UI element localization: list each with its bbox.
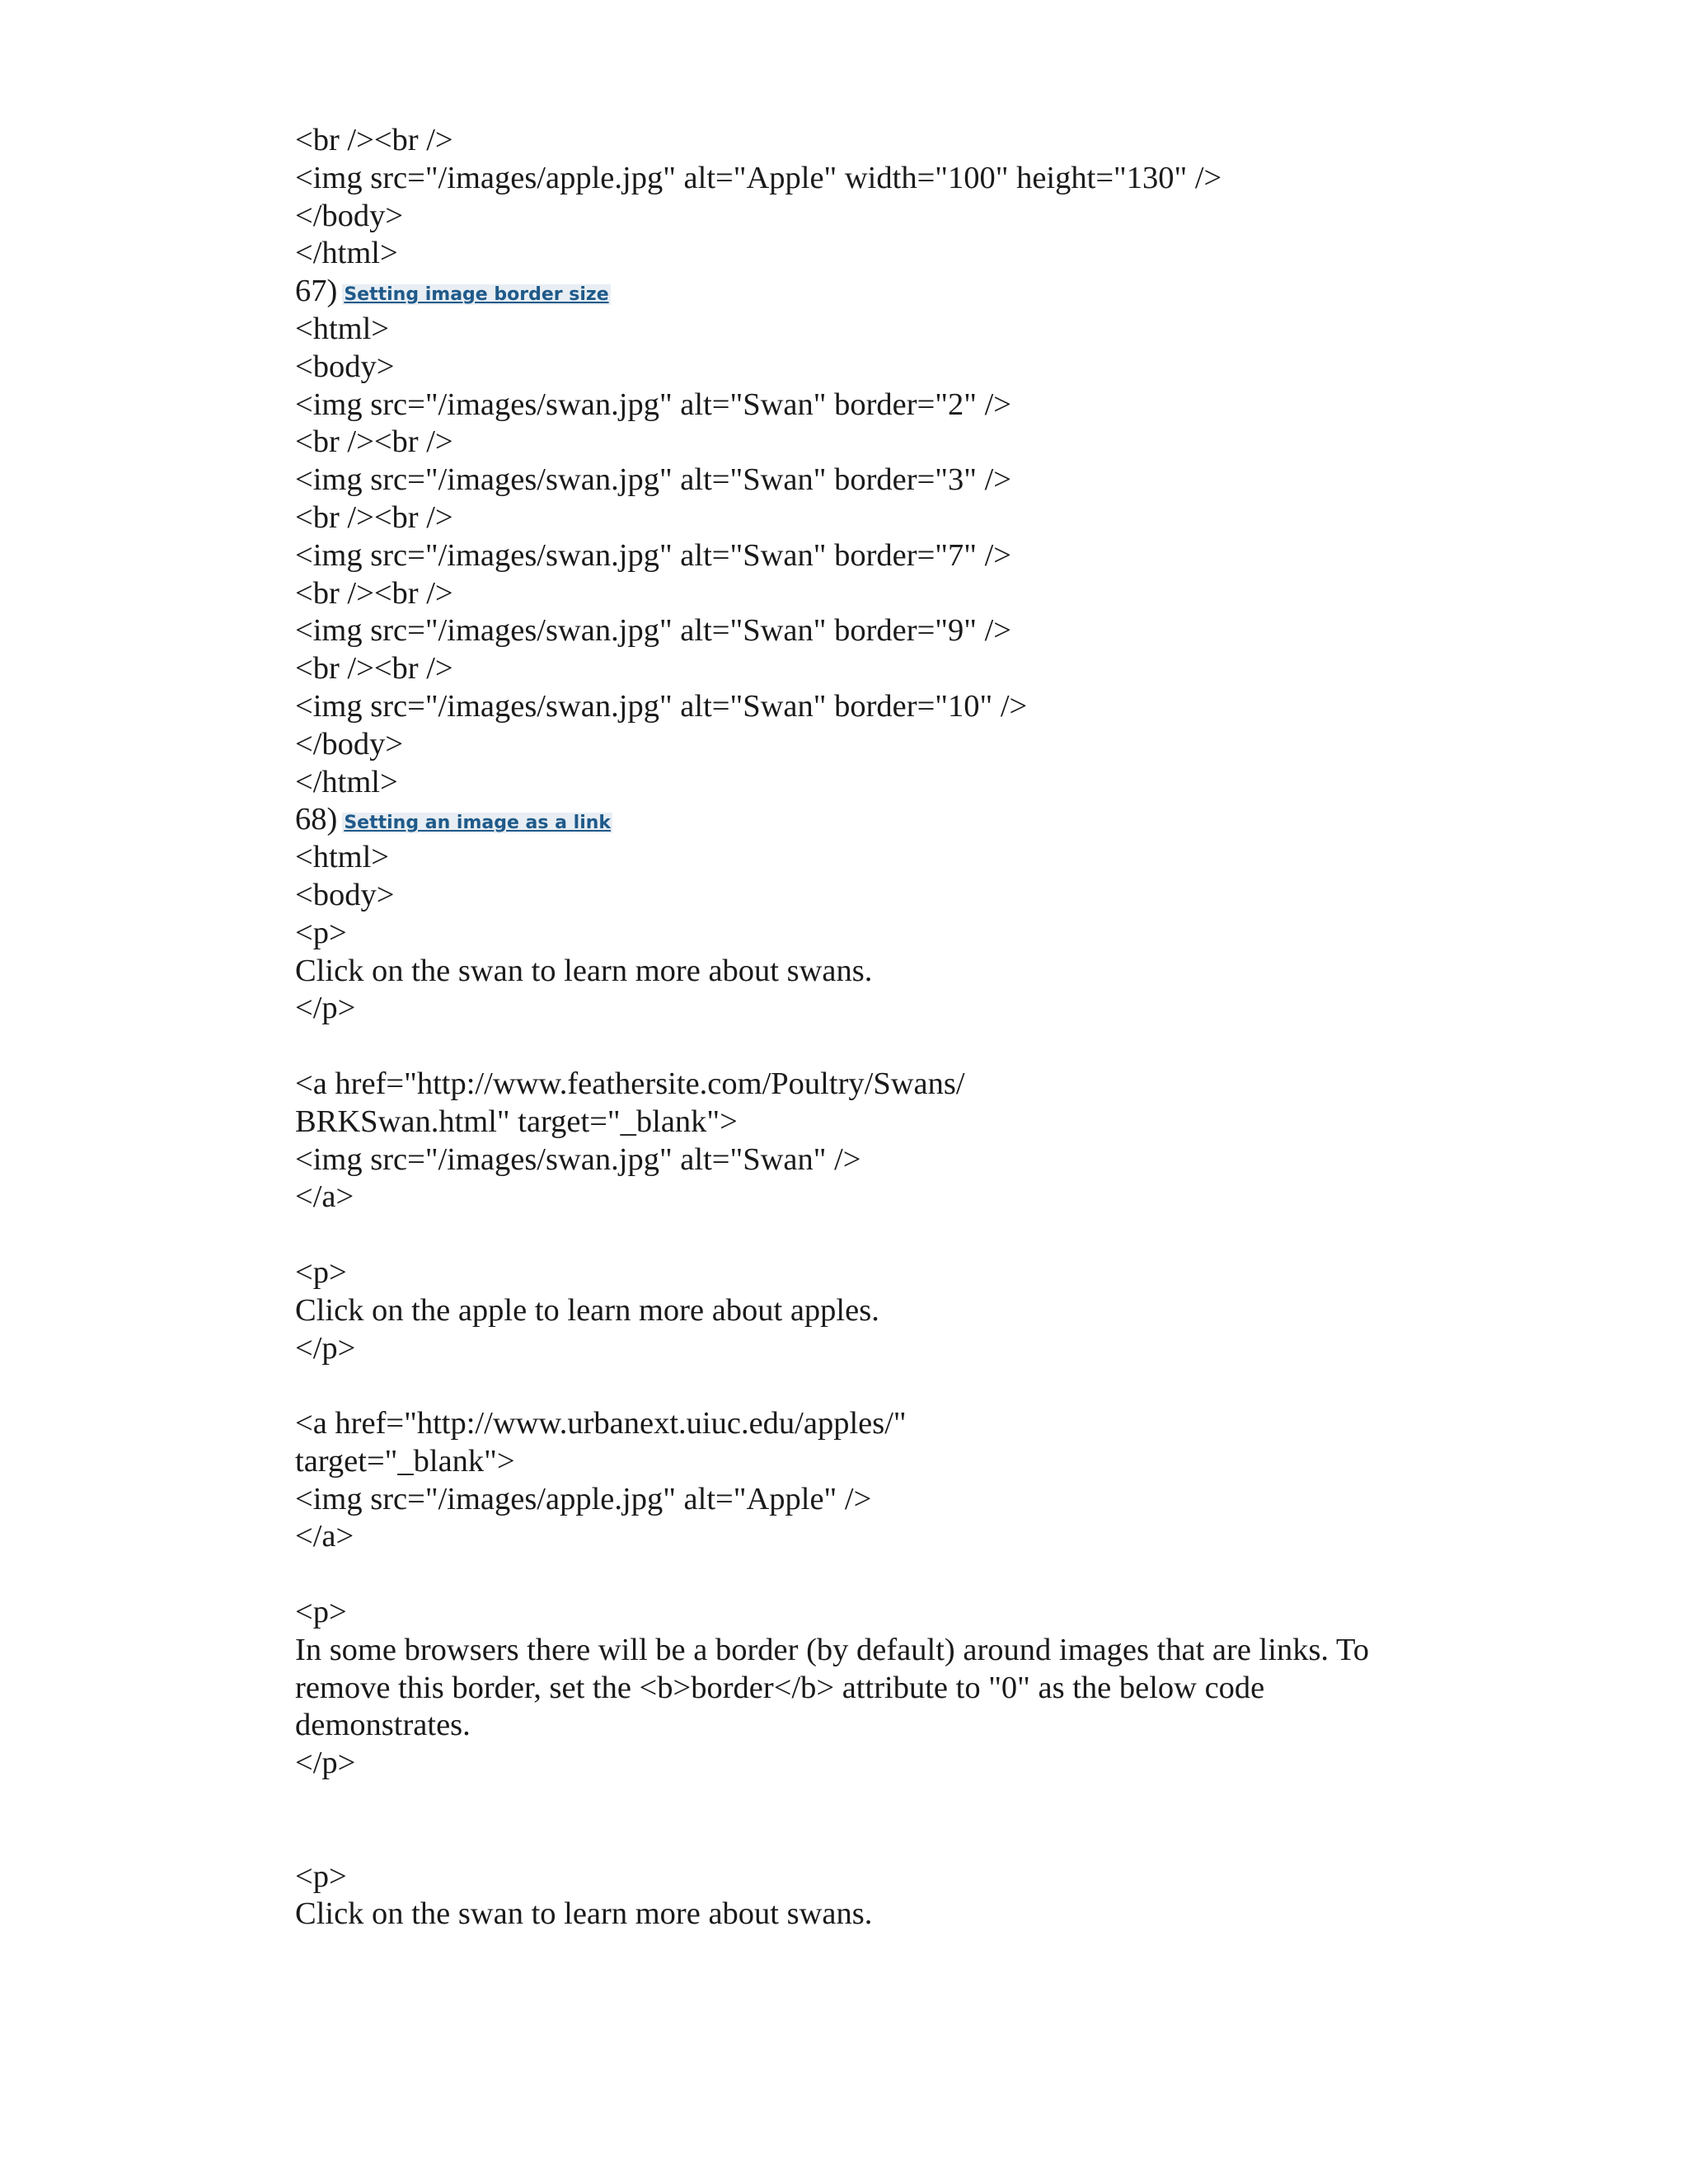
code-line: <br /><br /> <box>295 499 453 535</box>
code-line: Click on the swan to learn more about swans. <box>295 953 873 988</box>
code-line: <img src="/images/swan.jpg" alt="Swan" border="9" /> <box>295 613 1011 649</box>
section-number: 68) <box>295 802 338 837</box>
blank-line <box>295 1783 1482 1821</box>
document-body <box>295 122 1482 1933</box>
code-line: </html> <box>295 236 398 271</box>
code-line: </p> <box>295 1746 356 1781</box>
code-line: <p> <box>295 1595 347 1630</box>
code-line: BRKSwan.html" target="_blank"> <box>295 1104 738 1139</box>
blank-line <box>295 1028 1482 1066</box>
code-line: <html> <box>295 840 390 875</box>
code-line: <img src="/images/apple.jpg" alt="Apple" /> <box>295 1481 872 1516</box>
blank-line <box>295 1216 1482 1254</box>
code-line: target="_blank"> <box>295 1443 515 1479</box>
code-line: <a href="http://www.urbanext.uiuc.edu/apples/" <box>295 1406 907 1441</box>
code-line: <img src="/images/swan.jpg" alt="Swan" border="10" /> <box>295 688 1028 724</box>
blank-line <box>295 1367 1482 1405</box>
code-line: Click on the swan to learn more about swans. <box>295 1896 873 1932</box>
code-line: </a> <box>295 1179 354 1215</box>
code-line: Click on the apple to learn more about apples. <box>295 1292 879 1328</box>
code-line: <img src="/images/apple.jpg" alt="Apple" width="100" height="130" /> <box>295 160 1222 195</box>
code-line: <html> <box>295 311 390 346</box>
code-line: demonstrates. <box>295 1708 471 1743</box>
section-heading-68 <box>295 801 1482 839</box>
code-line: <a href="http://www.feathersite.com/Poultry/Swans/ <box>295 1066 965 1101</box>
code-line: <p> <box>295 915 347 950</box>
section-number: 67) <box>295 274 338 309</box>
section-link-image-as-link[interactable]: Setting an image as a link <box>344 813 612 834</box>
code-line: <br /><br /> <box>295 575 453 611</box>
code-line: <img src="/images/swan.jpg" alt="Swan" /> <box>295 1141 861 1177</box>
code-line: </body> <box>295 726 404 762</box>
code-line: <br /><br /> <box>295 123 453 157</box>
code-line: </p> <box>295 1330 356 1366</box>
code-line: <img src="/images/swan.jpg" alt="Swan" border="2" /> <box>295 387 1011 422</box>
blank-line <box>295 1556 1482 1594</box>
code-line: <img src="/images/swan.jpg" alt="Swan" border="7" /> <box>295 537 1011 573</box>
code-line: </html> <box>295 764 398 799</box>
code-line: </p> <box>295 991 356 1026</box>
code-line: In some browsers there will be a border (by default) around images that are links. To <box>295 1632 1370 1667</box>
code-line: <p> <box>295 1858 347 1894</box>
code-line: remove this border, set the <b>border</b> attribute to "0" as the below code <box>295 1670 1265 1705</box>
section-link-image-border-size[interactable]: Setting image border size <box>344 284 609 306</box>
blank-line <box>295 1821 1482 1858</box>
code-line: <br /><br /> <box>295 424 453 460</box>
code-line: </a> <box>295 1519 354 1554</box>
code-line: <body> <box>295 877 395 912</box>
code-line: <img src="/images/swan.jpg" alt="Swan" border="3" /> <box>295 462 1011 498</box>
code-line: <p> <box>295 1254 347 1290</box>
section-heading-67 <box>295 273 1482 311</box>
code-line: </body> <box>295 198 404 233</box>
code-line: <body> <box>295 349 395 384</box>
code-line: <br /><br /> <box>295 651 453 687</box>
